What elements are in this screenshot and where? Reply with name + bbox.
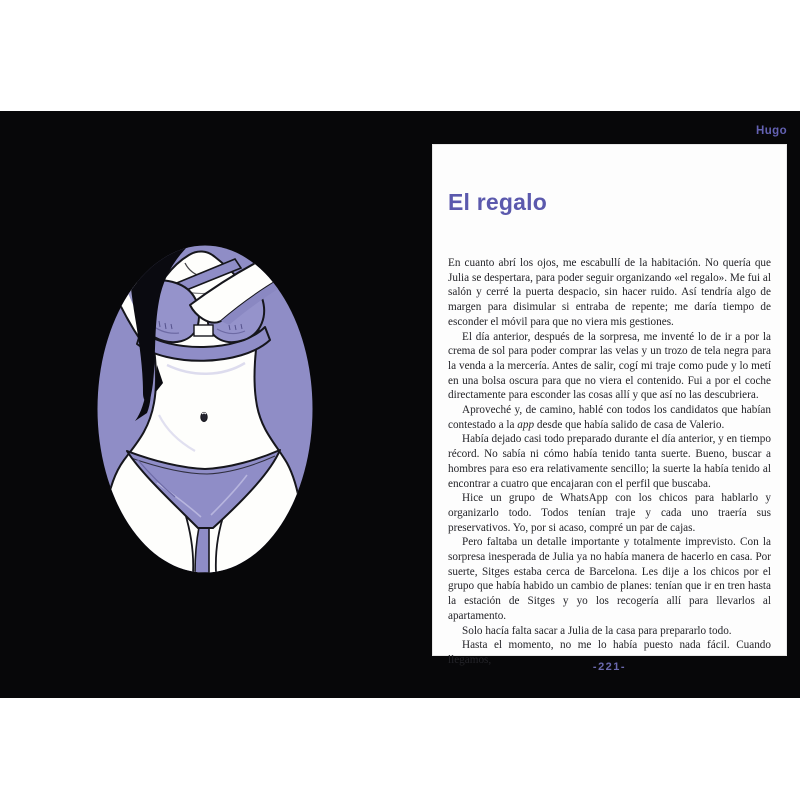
panty-strap — [195, 527, 209, 573]
paragraph: Pero faltaba un detalle importante y totalmente imprevisto. Con la sorpresa inesperada de Julia ya no había manera de hacerlo en casa. Por suerte, Sitges estaba cerca de Barcelona. Les dije a los chicos por el grupo que había habido un cambio de planes: tenían que ir en tren hasta la estación de Sitges y yo los recogería allí para llevarlos al apartamento. — [448, 536, 771, 622]
paragraph: En cuanto abrí los ojos, me escabullí de la habitación. No quería que Julia se despertara, para poder seguir organizando «el regalo». Me fui al salón y cerré la puerta despacio, sin hacer ruido. Así tendría algo de margen para disimular si entraba de repente; me daría tiempo de esconder el móvil para que no viera mis gestiones. — [448, 257, 771, 328]
paragraph: Solo hacía falta sacar a Julia de la casa para prepararlo todo. — [462, 624, 732, 637]
navel — [201, 412, 207, 421]
chapter-title: El regalo — [448, 189, 547, 215]
book-page — [432, 144, 787, 666]
paragraph: Había dejado casi todo preparado durante el día anterior, y en tiempo récord. No sabía ni cómo había tenido tanta suerte. Bueno, buscar a hombres para eso era relativamente sencillo; la suerte la había tenido al encontrar a cuatro que encajaran con el perfil que buscaba. — [448, 433, 771, 490]
chapter-body — [448, 256, 771, 668]
paragraph: Aproveché y, de camino, hablé con todos los candidatos que habían contestado a la app desde que había salido de casa de Valerio. — [448, 404, 771, 431]
paragraph: Hice un grupo de WhatsApp con los chicos para hablarlo y organizarlo todo. Todos tenían traje y cada uno traería sus preservativos. Yo, por si acaso, compré un par de cajas. — [448, 492, 771, 534]
paragraph: El día anterior, después de la sorpresa, me inventé lo de ir a por la crema de sol para poder comprar las velas y un trozo de tela negra para la venda a la mercería. Antes de salir, cogí mi traje como pude y lo metí en una bolsa oscura para que no viera el contenido. Fui a por el coche directamente para esconder las cosas allí y que así no las descubriera. — [448, 330, 771, 402]
page-number: -221- — [592, 661, 627, 673]
running-header: Hugo — [756, 125, 787, 137]
lingerie-illustration — [97, 245, 313, 573]
paragraph: Hasta el momento, no me lo había puesto nada fácil. Cuando llegamos, — [448, 639, 771, 666]
bra-clasp — [194, 325, 213, 336]
